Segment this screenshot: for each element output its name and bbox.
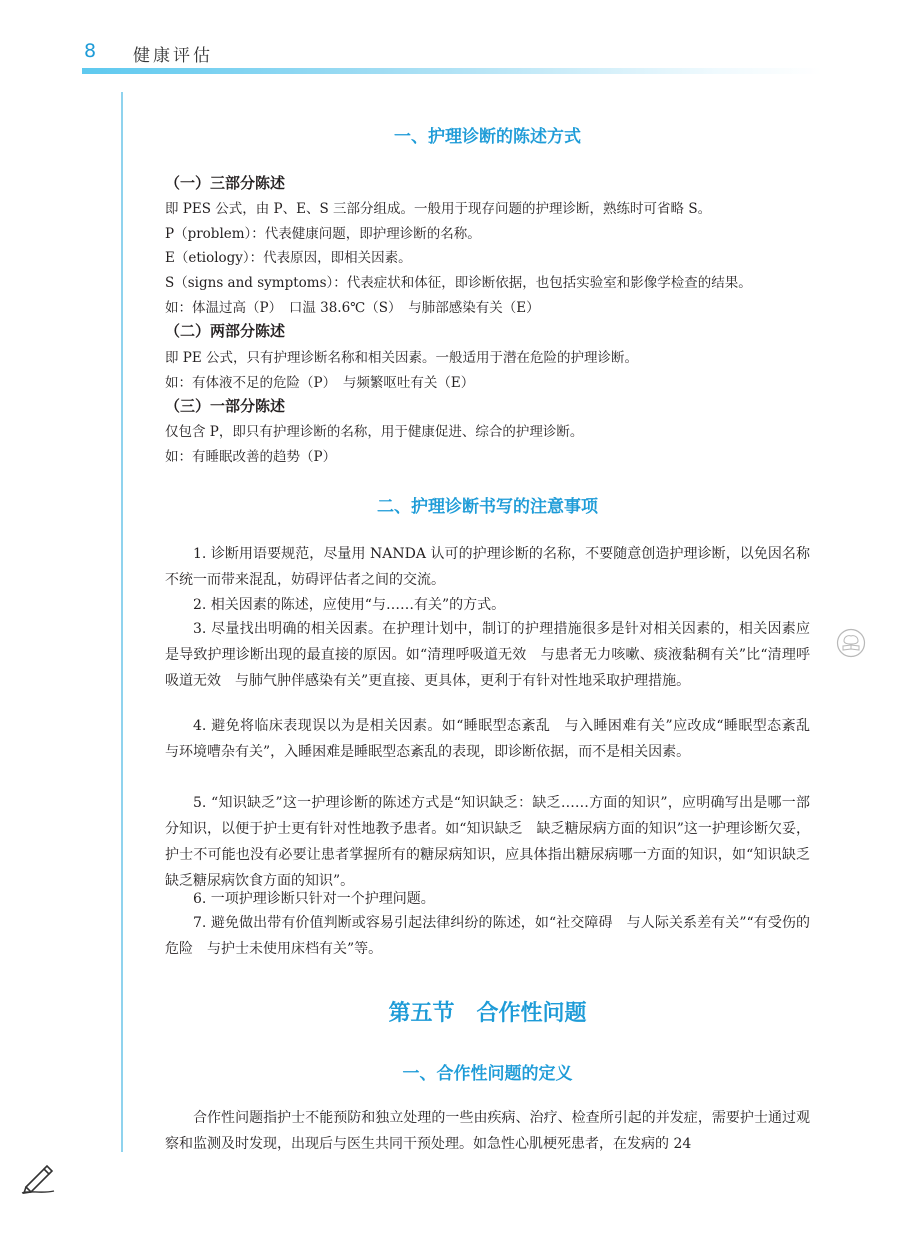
heading-three-part: （一）三部分陈述 <box>165 174 286 192</box>
text-line: E（etiology）：代表原因，即相关因素。 <box>165 250 412 266</box>
heading-nursing-diagnosis-statement: 一、护理诊断的陈述方式 <box>394 127 581 147</box>
page-header <box>0 0 900 80</box>
header-rule <box>82 68 822 74</box>
heading-writing-notes: 二、护理诊断书写的注意事项 <box>377 497 598 517</box>
heading-one-part: （三）一部分陈述 <box>165 397 286 415</box>
list-item: 2. 相关因素的陈述，应使用“与……有关”的方式。 <box>193 597 506 613</box>
list-item: 3. 尽量找出明确的相关因素。在护理计划中，制订的护理措施很多是针对相关因素的，相关因素应是导致护理诊断出现的最直接的原因。如“清理呼吸道无效 与患者无力咳嗽、痰液黏稠有关”比“清理呼吸道无效 与肺气肿伴感染有关”更直接、更具体，更利于有针对性地采取护理措施。 <box>165 621 810 689</box>
section-title: 第五节 合作性问题 <box>388 1001 587 1026</box>
text-line: 即 PE 公式，只有护理诊断名称和相关因素。一般适用于潜在危险的护理诊断。 <box>165 350 639 366</box>
body-paragraph: 合作性问题指护士不能预防和独立处理的一些由疾病、治疗、检查所引起的并发症，需要护士通过观察和监测及时发现，出现后与医生共同干预处理。如急性心肌梗死患者，在发病的 24 <box>165 1110 810 1152</box>
list-item: 7. 避免做出带有价值判断或容易引起法律纠纷的陈述，如“社交障碍 与人际关系差有关”“有受伤的危险 与护士未使用床档有关”等。 <box>165 915 810 957</box>
running-title: 健康评估 <box>133 46 213 66</box>
list-item: 5. “知识缺乏”这一护理诊断的陈述方式是“知识缺乏：缺乏……方面的知识”，应明确写出是哪一部分知识，以便于护士更有针对性地教予患者。如“知识缺乏 缺乏糖尿病方面的知识”这一护理诊断欠妥，护士不可能也没有必要让患者掌握所有的糖尿病知识，应具体指出糖尿病哪一方面的知识，如“知识缺乏 缺乏糖尿病饮食方面的知识”。 <box>165 795 824 889</box>
list-item: 1. 诊断用语要规范，尽量用 NANDA 认可的护理诊断的名称，不要随意创造护理诊断，以免因名称不统一而带来混乱，妨碍评估者之间的交流。 <box>165 546 810 588</box>
heading-two-part: （二）两部分陈述 <box>165 322 286 340</box>
text-line: 仅包含 P，即只有护理诊断的名称，用于健康促进、综合的护理诊断。 <box>165 424 584 440</box>
heading-collaborative-problem-definition: 一、合作性问题的定义 <box>402 1064 573 1084</box>
pen-writing-icon <box>20 1160 56 1194</box>
list-item: 4. 避免将临床表现误以为是相关因素。如“睡眠型态紊乱 与入睡困难有关”应改成“睡眠型态紊乱 与环境嘈杂有关”，入睡困难是睡眠型态紊乱的表现，即诊断依据，而不是相关因素。 <box>165 718 824 760</box>
brain-book-icon <box>836 628 866 658</box>
list-item: 6. 一项护理诊断只针对一个护理问题。 <box>193 891 435 907</box>
text-line: 如：有体液不足的危险（P） 与频繁呕吐有关（E） <box>165 375 475 391</box>
text-line: 即 PES 公式，由 P、E、S 三部分组成。一般用于现存问题的护理诊断，熟练时可省略 S。 <box>165 201 712 217</box>
margin-rule <box>121 92 123 1152</box>
text-line: P（problem）：代表健康问题，即护理诊断的名称。 <box>165 226 481 242</box>
text-line: S（signs and symptoms）：代表症状和体征，即诊断依据，也包括实验室和影像学检查的结果。 <box>165 275 752 291</box>
text-line: 如：有睡眠改善的趋势（P） <box>165 449 337 465</box>
text-line: 如：体温过高（P） 口温 38.6℃（S） 与肺部感染有关（E） <box>165 300 540 316</box>
page-number: 8 <box>84 40 97 62</box>
